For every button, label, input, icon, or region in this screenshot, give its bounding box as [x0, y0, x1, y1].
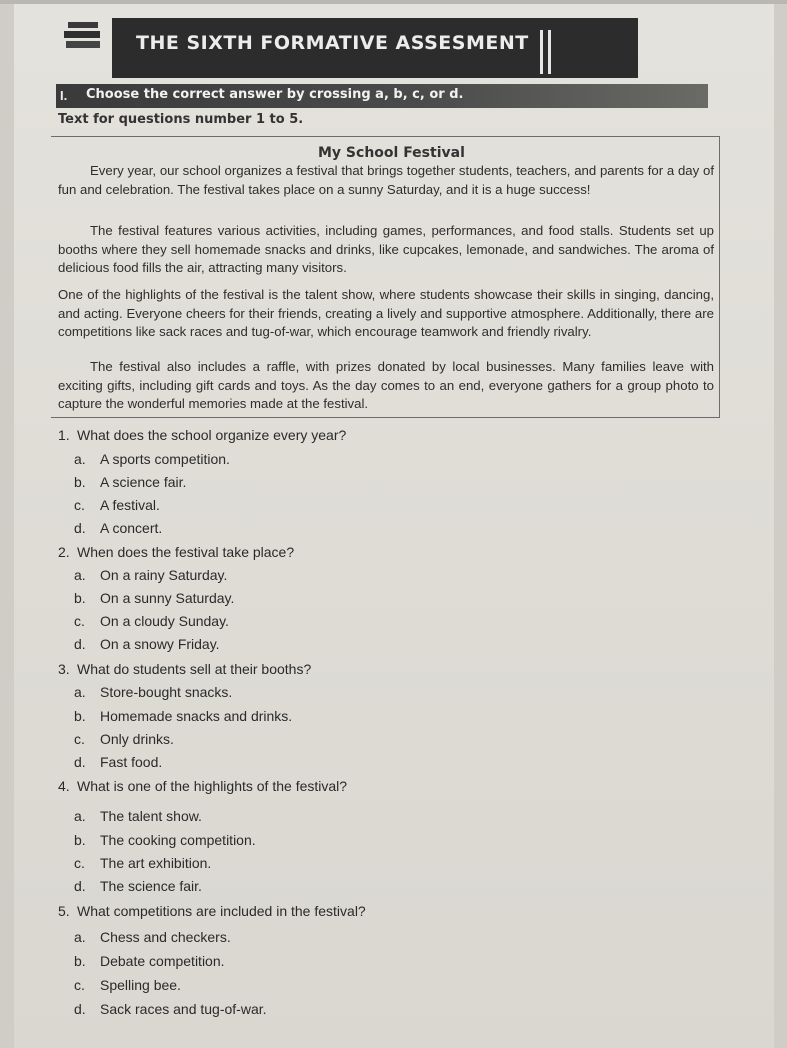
passage-paragraph: One of the highlights of the festival is the talent show, where students showcase their skills in singing, dancing, and acting. Everyone cheers for their friends, creating a lively and supportive atmosphere. Additionally, there are competitions like sack races and tug-of-war, which encourage teamwork and friendly rivalry.: [58, 287, 714, 340]
option-text: On a rainy Saturday.: [100, 567, 228, 583]
text-for-label: Text for questions number 1 to 5.: [58, 112, 304, 127]
option-letter: a.: [74, 684, 86, 700]
option-letter: b.: [74, 953, 86, 969]
option-text: Sack races and tug-of-war.: [100, 1001, 267, 1017]
question-3: [58, 661, 311, 677]
question-text: What do students sell at their booths?: [77, 661, 312, 677]
question-4: [58, 778, 347, 794]
option-letter: d.: [74, 1001, 86, 1017]
option-4d[interactable]: [74, 878, 202, 894]
option-text: On a snowy Friday.: [100, 636, 220, 652]
question-number: 1.: [58, 427, 70, 443]
option-text: Chess and checkers.: [100, 929, 231, 945]
option-letter: b.: [74, 832, 86, 848]
option-1d[interactable]: [74, 520, 162, 536]
option-1c[interactable]: [74, 497, 160, 513]
option-text: A festival.: [100, 497, 160, 513]
option-letter: c.: [74, 977, 85, 993]
option-2a[interactable]: [74, 567, 227, 583]
option-letter: c.: [74, 613, 85, 629]
option-letter: d.: [74, 636, 86, 652]
option-letter: a.: [74, 451, 86, 467]
option-5a[interactable]: [74, 929, 231, 945]
question-text: What does the school organize every year?: [77, 427, 347, 443]
option-text: The talent show.: [100, 808, 202, 824]
option-text: The cooking competition.: [100, 832, 256, 848]
option-text: Homemade snacks and drinks.: [100, 708, 293, 724]
option-text: A science fair.: [100, 474, 187, 490]
option-2d[interactable]: [74, 636, 220, 652]
option-2c[interactable]: [74, 613, 229, 629]
instruction-number: I.: [60, 88, 68, 103]
banner-divider: [548, 30, 551, 74]
option-2b[interactable]: [74, 590, 234, 606]
option-5d[interactable]: [74, 1001, 267, 1017]
option-3c[interactable]: [74, 731, 174, 747]
option-text: On a cloudy Sunday.: [100, 613, 229, 629]
option-text: The science fair.: [100, 878, 202, 894]
option-letter: c.: [74, 855, 85, 871]
option-letter: c.: [74, 497, 85, 513]
passage-paragraph: The festival also includes a raffle, with prizes donated by local businesses. Many families leave with exciting gifts, including gift cards and toys. As the day comes to an end, everyone gathers for a group photo to capture the wonderful memories made at the festival.: [58, 359, 714, 412]
option-letter: a.: [74, 808, 86, 824]
banner-divider: [540, 30, 543, 74]
page-title: THE SIXTH FORMATIVE ASSESMENT: [136, 32, 529, 54]
option-text: A concert.: [100, 520, 163, 536]
question-number: 4.: [58, 778, 70, 794]
option-1a[interactable]: [74, 451, 230, 467]
passage-paragraph: Every year, our school organizes a festival that brings together students, teachers, and parents for a day of fun and celebration. The festival takes place on a sunny Saturday, and it is a huge success!: [58, 163, 714, 197]
option-letter: a.: [74, 929, 86, 945]
option-letter: b.: [74, 474, 86, 490]
question-2: [58, 544, 294, 560]
passage-title: My School Festival: [318, 145, 465, 161]
option-5b[interactable]: [74, 953, 225, 969]
question-number: 3.: [58, 661, 70, 677]
option-4a[interactable]: [74, 808, 202, 824]
book-stack-icon: [60, 20, 110, 54]
option-4b[interactable]: [74, 832, 256, 848]
option-5c[interactable]: [74, 977, 181, 993]
instruction-text: Choose the correct answer by crossing a, b, c, or d.: [86, 87, 464, 102]
option-3d[interactable]: [74, 754, 162, 770]
option-letter: d.: [74, 520, 86, 536]
option-letter: c.: [74, 731, 85, 747]
option-text: Fast food.: [100, 754, 163, 770]
option-text: On a sunny Saturday.: [100, 590, 235, 606]
option-letter: b.: [74, 590, 86, 606]
question-text: What is one of the highlights of the festival?: [77, 778, 348, 794]
option-letter: a.: [74, 567, 86, 583]
option-3a[interactable]: [74, 684, 232, 700]
option-3b[interactable]: [74, 708, 292, 724]
option-letter: b.: [74, 708, 86, 724]
question-5: [58, 903, 366, 919]
option-text: A sports competition.: [100, 451, 230, 467]
question-1: [58, 427, 346, 443]
option-text: Spelling bee.: [100, 977, 181, 993]
option-1b[interactable]: [74, 474, 186, 490]
option-text: Debate competition.: [100, 953, 225, 969]
question-number: 5.: [58, 903, 70, 919]
option-letter: d.: [74, 878, 86, 894]
question-text: What competitions are included in the festival?: [77, 903, 366, 919]
option-text: Only drinks.: [100, 731, 174, 747]
question-number: 2.: [58, 544, 70, 560]
option-4c[interactable]: [74, 855, 211, 871]
option-letter: d.: [74, 754, 86, 770]
passage-paragraph: The festival features various activities, including games, performances, and food stalls. Students set up booths where they sell homemade snacks and drinks, like cupcakes, lemonade, and sandwiches. The aroma of delicious food fills the air, attracting many visitors.: [58, 223, 714, 276]
option-text: Store-bought snacks.: [100, 684, 233, 700]
question-text: When does the festival take place?: [77, 544, 295, 560]
option-text: The art exhibition.: [100, 855, 212, 871]
